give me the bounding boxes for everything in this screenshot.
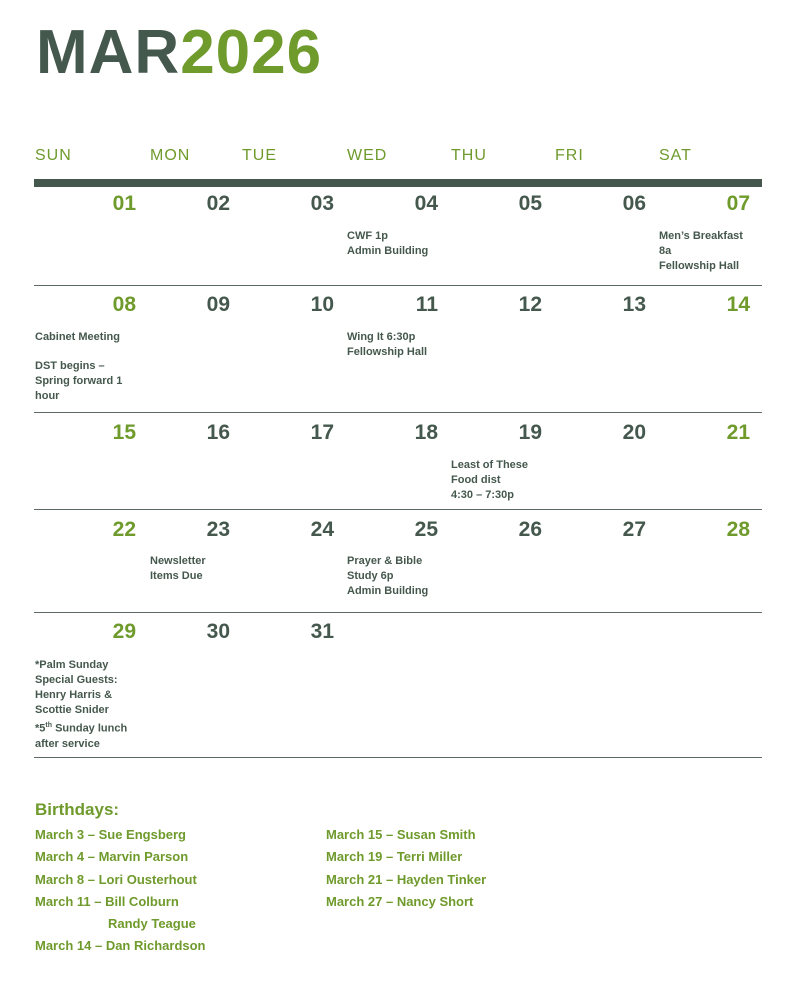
event-prayer-bible-study: Prayer & Bible Study 6p Admin Building bbox=[347, 555, 429, 597]
day-number: 04 bbox=[414, 192, 438, 215]
birthdays-heading: Birthdays: bbox=[35, 800, 120, 819]
day-number: 13 bbox=[622, 293, 646, 316]
event-newsletter: Newsletter Items Due bbox=[150, 555, 206, 582]
birthday-entry: March 4 – Marvin Parson bbox=[35, 849, 189, 864]
week-divider bbox=[34, 412, 762, 413]
day-number: 16 bbox=[206, 421, 230, 444]
day-number: 29 bbox=[112, 620, 136, 643]
day-number: 28 bbox=[726, 518, 750, 541]
day-number: 03 bbox=[310, 192, 334, 215]
birthday-entry: March 8 – Lori Ousterhout bbox=[35, 872, 197, 887]
day-number: 27 bbox=[622, 518, 646, 541]
birthday-entry: March 27 – Nancy Short bbox=[326, 894, 474, 909]
day-number: 05 bbox=[518, 192, 542, 215]
week-divider bbox=[34, 757, 762, 758]
event-mens-breakfast: Men’s Breakfast 8a Fellowship Hall bbox=[659, 230, 743, 272]
day-number: 20 bbox=[622, 421, 646, 444]
event-cwf: CWF 1p Admin Building bbox=[347, 230, 429, 257]
birthday-entry: March 21 – Hayden Tinker bbox=[326, 872, 487, 887]
day-number: 24 bbox=[310, 518, 334, 541]
month-label: MAR bbox=[36, 18, 181, 87]
event-dst: DST begins – Spring forward 1 hour bbox=[35, 360, 123, 402]
day-number: 01 bbox=[112, 192, 136, 215]
weekday-wed: WED bbox=[347, 147, 388, 164]
day-number: 10 bbox=[310, 293, 334, 316]
day-number: 22 bbox=[112, 518, 136, 541]
event-palm-sunday: *Palm Sunday Special Guests: Henry Harris & Scottie Snider *5th Sunday lunch after service bbox=[35, 659, 128, 750]
day-number: 25 bbox=[414, 518, 438, 541]
birthday-entry: Randy Teague bbox=[108, 916, 196, 931]
day-number: 15 bbox=[112, 421, 136, 444]
day-number: 12 bbox=[518, 293, 542, 316]
weekday-sat: SAT bbox=[659, 147, 692, 164]
month-title bbox=[36, 18, 323, 87]
day-number: 09 bbox=[206, 293, 230, 316]
event-cabinet-meeting: Cabinet Meeting bbox=[35, 331, 120, 343]
event-food-distribution: Least of These Food dist 4:30 – 7:30p bbox=[451, 459, 529, 501]
birthday-entry: March 15 – Susan Smith bbox=[326, 827, 476, 842]
event-wing-it: Wing It 6:30p Fellowship Hall bbox=[347, 331, 428, 358]
header-divider bbox=[34, 179, 762, 187]
day-number: 21 bbox=[726, 421, 750, 444]
day-number: 23 bbox=[206, 518, 230, 541]
day-number: 07 bbox=[726, 192, 750, 215]
weekday-mon: MON bbox=[150, 147, 191, 164]
birthday-entry: March 11 – Bill Colburn bbox=[35, 894, 179, 909]
weekday-sun: SUN bbox=[35, 147, 72, 164]
weekday-fri: FRI bbox=[555, 147, 584, 164]
week-divider bbox=[34, 509, 762, 510]
day-number: 02 bbox=[206, 192, 230, 215]
day-number: 14 bbox=[726, 293, 750, 316]
day-number: 08 bbox=[112, 293, 136, 316]
week-divider bbox=[34, 285, 762, 286]
day-number: 06 bbox=[622, 192, 646, 215]
day-number: 26 bbox=[518, 518, 542, 541]
day-number: 11 bbox=[415, 293, 438, 316]
weekday-tue: TUE bbox=[242, 147, 277, 164]
day-number: 18 bbox=[414, 421, 438, 444]
day-number: 31 bbox=[310, 620, 334, 643]
day-number: 17 bbox=[310, 421, 334, 444]
year-label: 2026 bbox=[180, 18, 323, 87]
week-divider bbox=[34, 612, 762, 613]
day-number: 30 bbox=[206, 620, 230, 643]
birthday-entry: March 19 – Terri Miller bbox=[326, 849, 463, 864]
weekday-thu: THU bbox=[451, 147, 487, 164]
birthday-entry: March 3 – Sue Engsberg bbox=[35, 827, 186, 842]
birthday-entry: March 14 – Dan Richardson bbox=[35, 938, 206, 953]
day-number: 19 bbox=[518, 421, 542, 444]
